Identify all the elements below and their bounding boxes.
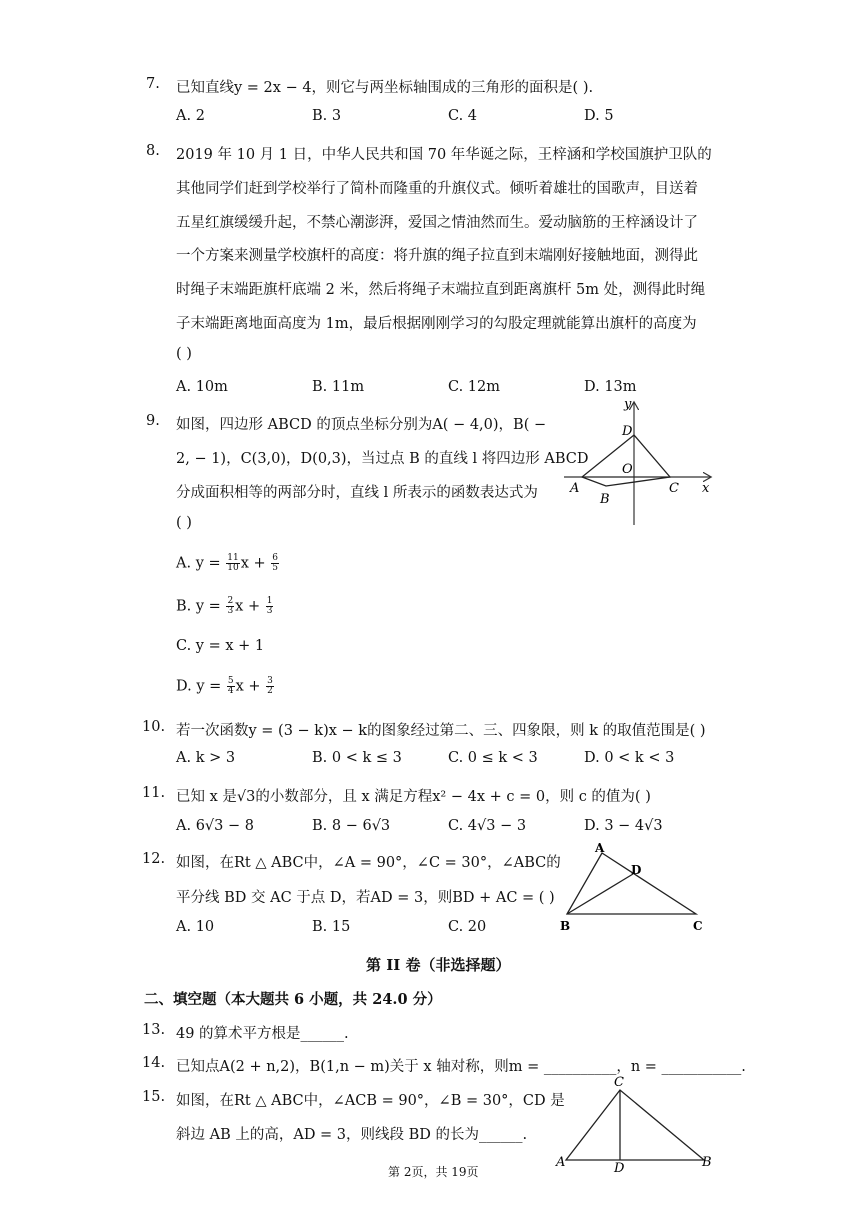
q13-number: 13. [142, 1022, 166, 1038]
q15-line-1: 如图，在Rt △ ABC中，∠ACB = 90°，∠B = 30°，CD 是 [176, 1093, 565, 1109]
q8-line-7: ( ) [176, 346, 192, 362]
q15-line-2: 斜边 AB 上的高，AD = 3，则线段 BD 的长为______. [176, 1127, 528, 1143]
q8-line-3: 五星红旗缓缓升起，不禁心潮澎湃，爱国之情油然而生。爱动脑筋的王梓涵设计了 [176, 215, 698, 231]
q8-line-2: 其他同学们赶到学校举行了简朴而隆重的升旗仪式。倾听着雄壮的国歌声，目送着 [176, 181, 698, 197]
label-d: D [614, 1161, 625, 1172]
denominator: 10 [227, 563, 239, 573]
q12-figure [555, 838, 715, 938]
q9-option-d [176, 677, 275, 696]
q9-option-a-mid: x + [240, 555, 271, 572]
q10-stem: 若一次函数y = (3 − k)x − k的图象经过第二、三、四象限，则 k 的取值范围是( ) [176, 723, 706, 739]
q9-option-a [176, 554, 280, 573]
label-b: B [600, 492, 610, 507]
q8-line-4: 一个方案来测量学校旗杆的高度：将升旗的绳子拉直到末端刚好接触地面，测得此 [176, 248, 698, 264]
numerator: 6 [272, 553, 278, 563]
page-footer: 第 2页，共 19页 [388, 1165, 479, 1179]
q13-stem: 49 的算术平方根是______. [176, 1026, 349, 1042]
label-c: C [693, 919, 703, 933]
q7-stem: 已知直线y = 2x − 4，则它与两坐标轴围成的三角形的面积是( ). [176, 80, 594, 96]
triangle-abc [566, 1090, 704, 1160]
bisector-bd [567, 874, 633, 914]
q9-option-c: C. y = x + 1 [176, 638, 265, 654]
q12-option-a: A. 10 [176, 919, 215, 935]
q14-stem: 已知点A(2 + n,2)，B(1,n − m)关于 x 轴对称，则m = __________，n = ___________. [176, 1059, 746, 1075]
q9-option-b-mid: x + [235, 598, 265, 615]
denominator: 2 [267, 686, 273, 696]
q11-option-d: D. 3 − 4√3 [584, 818, 663, 834]
label-c: C [614, 1075, 624, 1090]
fraction [266, 677, 274, 696]
q8-option-a: A. 10m [176, 379, 228, 395]
quadrilateral-abcd [582, 435, 670, 486]
q12-number: 12. [142, 851, 166, 867]
q9-figure [560, 395, 720, 530]
denominator: 3 [227, 606, 234, 616]
label-d: D [631, 863, 642, 877]
numerator: 2 [227, 596, 234, 606]
fraction [226, 554, 239, 573]
label-y: y [624, 397, 632, 412]
q9-option-b-prefix: B. y = [176, 598, 226, 615]
q10-option-c: C. 0 ≤ k < 3 [448, 750, 538, 766]
denominator: 3 [266, 606, 273, 616]
q12-line-1: 如图，在Rt △ ABC中，∠A = 90°，∠C = 30°，∠ABC的 [176, 855, 561, 871]
q8-line-1: 2019 年 10 月 1 日，中华人民共和国 70 年华诞之际，王梓涵和学校国旗护卫队的 [176, 147, 712, 163]
fraction [271, 554, 279, 573]
q10-number: 10. [142, 719, 166, 735]
q8-option-c: C. 12m [448, 379, 500, 395]
q9-line-3: 分成面积相等的两部分时，直线 l 所表示的函数表达式为 [176, 485, 538, 501]
denominator: 5 [272, 563, 278, 573]
q9-option-b [176, 597, 274, 616]
q8-option-b: B. 11m [312, 379, 365, 395]
q11-stem: 已知 x 是√3的小数部分，且 x 满足方程x² − 4x + c = 0，则 c 的值为( ) [176, 789, 651, 805]
label-o: O [622, 462, 633, 477]
q12-line-2: 平分线 BD 交 AC 于点 D，若AD = 3，则BD + AC = ( ) [176, 890, 555, 906]
q9-option-a-prefix: A. y = [176, 555, 226, 572]
q12-option-b: B. 15 [312, 919, 351, 935]
q9-option-d-mid: x + [235, 678, 266, 695]
q9-option-d-prefix: D. y = [176, 678, 226, 695]
label-a: A [556, 1155, 566, 1170]
q10-option-d: D. 0 < k < 3 [584, 750, 675, 766]
q9-line-4: ( ) [176, 515, 192, 531]
fraction [266, 597, 274, 616]
q15-figure [552, 1072, 722, 1172]
fraction [227, 677, 235, 696]
label-a: A [570, 481, 580, 496]
q9-number: 9. [146, 413, 160, 429]
q8-line-5: 时绳子末端距旗杆底端 2 米，然后将绳子末端拉直到距离旗杆 5m 处，测得此时绳 [176, 282, 706, 298]
q9-line-2: 2, − 1)，C(3,0)，D(0,3)，当过点 B 的直线 l 将四边形 ABCD [176, 451, 589, 467]
q7-number: 7. [146, 76, 160, 92]
numerator: 1 [266, 596, 273, 606]
denominator: 4 [227, 686, 234, 696]
label-a: A [595, 841, 605, 855]
q15-number: 15. [142, 1089, 166, 1105]
q8-option-d: D. 13m [584, 379, 637, 395]
label-b: B [702, 1155, 712, 1170]
q7-option-a: A. 2 [176, 108, 205, 124]
q10-option-a: A. k > 3 [176, 750, 236, 766]
q8-number: 8. [146, 143, 160, 159]
numerator: 11 [227, 553, 239, 563]
q12-option-c: C. 20 [448, 919, 487, 935]
q9-line-1: 如图，四边形 ABCD 的顶点坐标分别为A( − 4,0)，B( − [176, 417, 547, 433]
q11-option-b: B. 8 − 6√3 [312, 818, 391, 834]
section-title: 第 II 卷（非选择题） [366, 956, 511, 974]
label-b: B [560, 919, 571, 933]
q11-option-c: C. 4√3 − 3 [448, 818, 527, 834]
q7-option-d: D. 5 [584, 108, 614, 124]
numerator: 5 [227, 676, 234, 686]
label-d: D [622, 424, 633, 439]
numerator: 3 [267, 676, 273, 686]
q7-option-b: B. 3 [312, 108, 342, 124]
fraction [226, 597, 234, 616]
q10-option-b: B. 0 < k ≤ 3 [312, 750, 402, 766]
q11-number: 11. [142, 785, 166, 801]
q7-option-c: C. 4 [448, 108, 478, 124]
q14-number: 14. [142, 1055, 166, 1071]
label-x: x [702, 481, 710, 496]
q8-line-6: 子末端距离地面高度为 1m，最后根据刚刚学习的勾股定理就能算出旗杆的高度为 [176, 316, 697, 332]
label-c: C [669, 481, 679, 496]
q11-option-a: A. 6√3 − 8 [176, 818, 254, 834]
part-heading: 二、填空题（本大题共 6 小题，共 24.0 分） [144, 991, 442, 1008]
